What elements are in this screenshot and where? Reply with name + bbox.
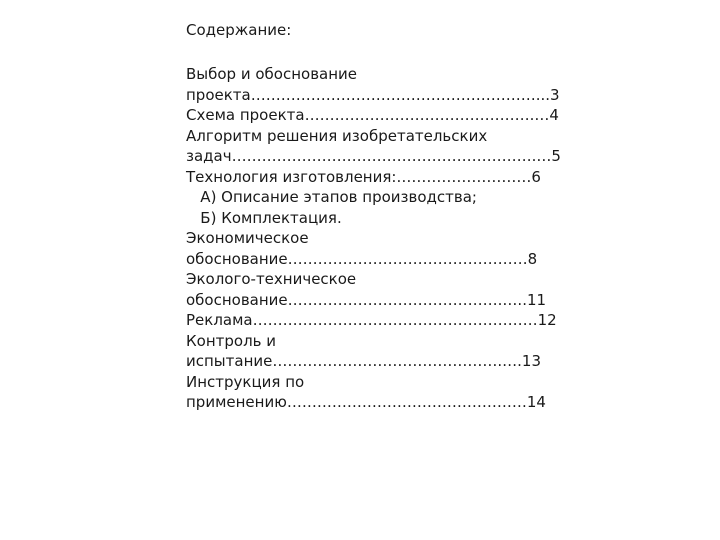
toc-line: Реклама…………………………………………………12 <box>186 311 557 329</box>
toc-line: Выбор и обоснование <box>186 65 358 83</box>
toc-line: Эколого-техническое <box>186 270 357 288</box>
toc-line: Контроль и <box>186 331 277 350</box>
toc-line: проекта…………………………………………………...3 <box>186 85 560 104</box>
toc-line: Алгоритм решения изобретательских <box>186 126 488 145</box>
toc-line: Схема проекта……………………………………….…4 <box>186 106 559 124</box>
table-of-contents <box>186 64 561 413</box>
toc-line: Экономическое <box>186 229 309 247</box>
toc-line: Технология изготовления:………………………6 <box>186 167 541 186</box>
toc-line: Б) Комплектация. <box>186 208 342 227</box>
contents-title: Содержание: <box>186 21 292 39</box>
toc-line: обоснование…………………………………………8 <box>186 249 538 268</box>
toc-line: Инструкция по <box>186 372 305 391</box>
toc-line: обоснование…………………………………….…..11 <box>186 290 547 309</box>
toc-line: испытание……………………………………….….13 <box>186 352 541 370</box>
toc-line: А) Описание этапов производства; <box>186 188 477 206</box>
toc-line: применению…………………………………………14 <box>186 393 546 411</box>
toc-line: задач…………………………………………………….…5 <box>186 147 561 165</box>
